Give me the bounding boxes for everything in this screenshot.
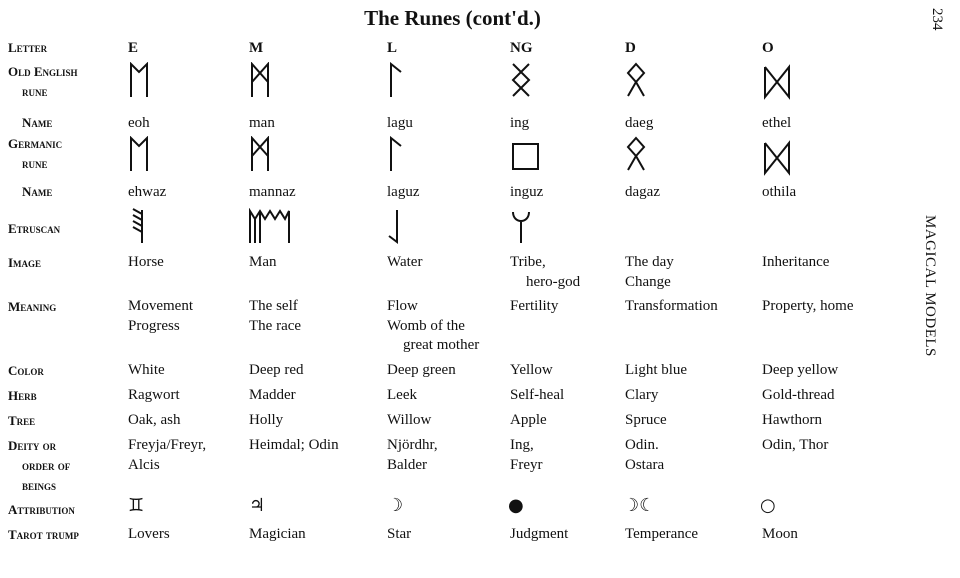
herb-l: Leek: [387, 387, 417, 403]
deity-o-line1: Odin, Thor: [762, 437, 829, 453]
image-e: [128, 253, 164, 273]
deity-d: [625, 436, 664, 475]
herb-e: Ragwort: [128, 387, 180, 403]
row-header-etruscan: Etruscan: [8, 221, 61, 236]
g-name-e: ehwaz: [128, 184, 167, 200]
tree-e: Oak, ash: [128, 412, 181, 428]
column-letter-o: O: [762, 40, 774, 56]
row-header-deity-line2: order of: [22, 458, 71, 473]
row-header-old-english-rune-line1: Old English: [8, 64, 78, 79]
man-rune-icon: [249, 62, 271, 98]
image-m-line1: Man: [249, 254, 277, 270]
meaning-ng: [510, 297, 558, 317]
column-letter-ng: NG: [510, 40, 533, 56]
color-l: Deep green: [387, 362, 456, 378]
meaning-d: [625, 297, 718, 317]
row-header-deity: [8, 436, 70, 496]
herb-m: Madder: [249, 387, 296, 403]
meaning-m-line2: The race: [249, 317, 302, 334]
oe-name-e: eoh: [128, 115, 150, 131]
ing-rune-icon: [510, 62, 532, 98]
lagu-rune-icon: [387, 62, 409, 98]
inguz-rune-icon: [511, 142, 541, 172]
etruscan-e-icon: [130, 208, 152, 244]
meaning-d-line1: Transformation: [625, 298, 718, 314]
row-header-letter: Letter: [8, 40, 48, 55]
jupiter-icon: ♃: [249, 495, 266, 516]
column-letter-l: L: [387, 40, 398, 56]
g-name-l: laguz: [387, 184, 420, 200]
image-m: [249, 253, 277, 273]
row-header-herb: Herb: [8, 388, 37, 403]
ethel-rune-icon: [762, 64, 792, 100]
row-header-old-english-rune-line2: rune: [22, 84, 48, 99]
column-letter-m: M: [249, 40, 264, 56]
deity-m: [249, 436, 339, 456]
tree-ng: Apple: [510, 412, 547, 428]
tarot-ng: Judgment: [510, 526, 569, 542]
deity-e-line1: Freyja/Freyr,: [128, 437, 207, 453]
color-d: Light blue: [625, 362, 688, 378]
tree-o: Hawthorn: [762, 412, 822, 428]
meaning-ng-line1: Fertility: [510, 298, 559, 314]
row-header-name-g: Name: [22, 184, 53, 199]
deity-l: [387, 436, 438, 475]
color-o: Deep yellow: [762, 362, 839, 378]
meaning-l-line1: Flow: [387, 298, 418, 314]
oe-name-m: man: [249, 115, 275, 131]
tarot-d: Temperance: [625, 526, 699, 542]
deity-e-line2: Alcis: [128, 456, 160, 473]
etruscan-l-icon: [385, 208, 407, 244]
deity-ng-line1: Ing,: [510, 437, 534, 453]
etruscan-m-icon: [247, 208, 291, 244]
meaning-l: [387, 297, 479, 356]
gemini-icon: ♊: [128, 495, 145, 516]
image-ng-line1: Tribe,: [510, 254, 546, 270]
g-name-d: dagaz: [625, 184, 660, 200]
row-header-old-english-rune: [8, 62, 78, 102]
tarot-l: Star: [387, 526, 412, 542]
deity-o: [762, 436, 828, 456]
mannaz-rune-icon: [249, 136, 271, 172]
row-header-deity-line1: Deity or: [8, 438, 57, 453]
row-header-germanic-rune: [8, 134, 62, 174]
ehwaz-rune-icon: [128, 136, 150, 172]
row-header-tarot: Tarot trump: [8, 527, 79, 542]
tree-d: Spruce: [625, 412, 667, 428]
oe-name-l: lagu: [387, 115, 413, 131]
meaning-o: [762, 297, 854, 317]
meaning-e: [128, 297, 193, 336]
image-o-line1: Inheritance: [762, 254, 830, 270]
meaning-l-line3: great mother: [403, 337, 480, 353]
oe-name-o: ethel: [762, 115, 792, 131]
g-name-ng: inguz: [510, 184, 544, 200]
tree-l: Willow: [387, 412, 432, 428]
filled-circle-icon: ●: [508, 495, 524, 516]
page-title: The Runes (cont'd.): [364, 6, 541, 30]
image-d: [625, 253, 674, 292]
row-header-germanic-rune-line1: Germanic: [8, 136, 63, 151]
row-header-attribution: Attribution: [8, 502, 75, 517]
deity-ng-line2: Freyr: [510, 456, 543, 473]
oe-name-d: daeg: [625, 115, 654, 131]
column-letter-e: E: [128, 40, 139, 56]
deity-d-line1: Odin.: [625, 437, 659, 453]
tarot-o: Moon: [762, 526, 798, 542]
image-ng-line2: hero-god: [526, 273, 581, 290]
color-ng: Yellow: [510, 362, 553, 378]
oe-name-ng: ing: [510, 115, 530, 131]
row-header-deity-line3: beings: [22, 478, 57, 493]
row-header-name-oe: Name: [22, 115, 53, 130]
herb-d: Clary: [625, 387, 659, 403]
dagaz-rune-icon: [625, 136, 647, 172]
row-header-color: Color: [8, 363, 44, 378]
row-header-meaning: Meaning: [8, 299, 57, 314]
meaning-e-line1: Movement: [128, 298, 193, 314]
meaning-l-line2: Womb of the: [387, 317, 465, 334]
row-header-image: Image: [8, 255, 42, 270]
page-number: 234: [929, 8, 945, 31]
color-e: White: [128, 362, 165, 378]
color-m: Deep red: [249, 362, 304, 378]
eoh-rune-icon: [128, 62, 150, 98]
laguz-rune-icon: [387, 136, 409, 172]
tarot-m: Magician: [249, 526, 306, 542]
meaning-o-line1: Property, home: [762, 298, 854, 314]
meaning-m-line1: The self: [249, 298, 298, 314]
tree-m: Holly: [249, 412, 284, 428]
row-header-germanic-rune-line2: rune: [22, 156, 48, 171]
othila-rune-icon: [762, 140, 792, 176]
meaning-e-line2: Progress: [128, 317, 180, 334]
running-head: MAGICAL MODELS: [922, 215, 938, 357]
deity-ng: [510, 436, 543, 475]
deity-l-line2: Balder: [387, 456, 427, 473]
deity-e: [128, 436, 206, 475]
image-e-line1: Horse: [128, 254, 164, 270]
column-letter-d: D: [625, 40, 636, 56]
image-ng: [510, 253, 580, 292]
image-o: [762, 253, 829, 273]
herb-o: Gold-thread: [762, 387, 835, 403]
image-l: [387, 253, 422, 273]
waxing-waning-moon-icon: ☽☾: [623, 495, 656, 516]
empty-circle-icon: ○: [760, 495, 776, 516]
meaning-m: [249, 297, 301, 336]
g-name-m: mannaz: [249, 184, 296, 200]
image-l-line1: Water: [387, 254, 423, 270]
etruscan-ng-icon: [510, 210, 532, 246]
herb-ng: Self-heal: [510, 387, 565, 403]
row-header-tree: Tree: [8, 413, 36, 428]
deity-m-line1: Heimdal; Odin: [249, 437, 339, 453]
g-name-o: othila: [762, 184, 797, 200]
image-d-line1: The day: [625, 254, 674, 270]
crescent-moon-icon: ☽: [387, 495, 404, 516]
tarot-e: Lovers: [128, 526, 170, 542]
daeg-rune-icon: [625, 62, 647, 98]
deity-l-line1: Njördhr,: [387, 437, 438, 453]
image-d-line2: Change: [625, 273, 671, 290]
deity-d-line2: Ostara: [625, 456, 665, 473]
